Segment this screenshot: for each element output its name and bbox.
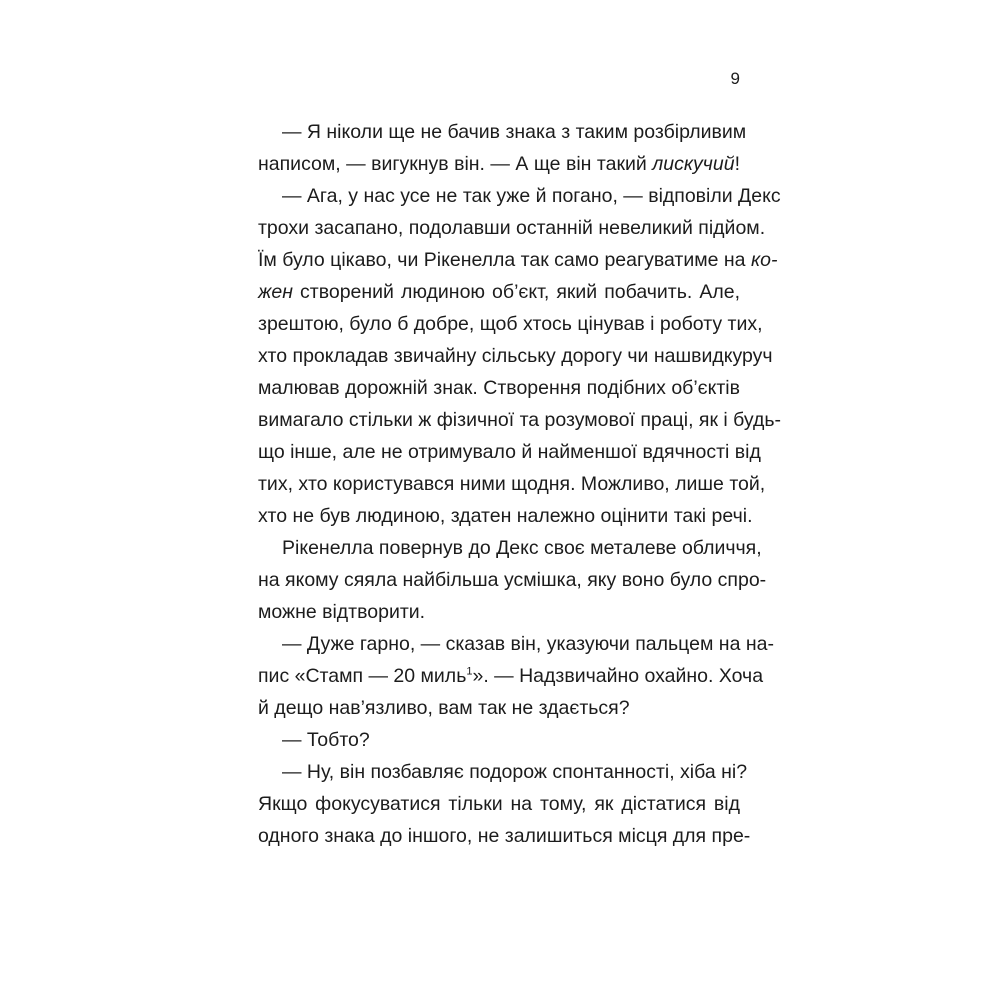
text-span: хто не був людиною, здатен належно оцінити такі речі. xyxy=(258,505,753,527)
text-span: на якому сяяла найбільша усмішка, яку воно було спро- xyxy=(258,569,767,591)
text-span: малював дорожній знак. Створення подібних об’єктів xyxy=(258,377,740,399)
text-span: — Ага, у нас усе не так уже й погано, — відповіли Декс xyxy=(282,185,781,207)
text-line xyxy=(258,308,763,340)
text-span: Якщо фокусуватися тільки на тому, як дістатися від xyxy=(258,793,740,815)
text-span: зрештою, було б добре, щоб хтось цінував і роботу тих, xyxy=(258,313,763,335)
text-line xyxy=(258,468,766,500)
text-line xyxy=(258,500,753,532)
text-span: — Я ніколи ще не бачив знака з таким розбірливим xyxy=(282,121,747,143)
footnote-reference: 1 xyxy=(466,665,473,678)
text-line xyxy=(282,116,747,148)
text-span: створений людиною об’єкт, який побачить. Але, xyxy=(293,281,740,303)
text-line xyxy=(282,180,781,212)
text-line xyxy=(258,788,740,820)
text-span: трохи засапано, подолавши останній невеликий підйом. xyxy=(258,217,766,239)
italic-emphasis: жен xyxy=(258,281,293,303)
text-span: ». — Надзвичайно охайно. Хоча xyxy=(472,665,764,687)
text-line xyxy=(258,564,767,596)
text-line xyxy=(258,212,766,244)
text-span: Їм було цікаво, чи Рікенелла так само реагуватиме на xyxy=(258,249,751,271)
text-line xyxy=(258,244,778,276)
text-line xyxy=(258,596,740,628)
text-line xyxy=(258,820,751,852)
text-span: ! xyxy=(734,153,740,175)
text-span: Рікенелла повернув до Декс своє металеве обличчя, xyxy=(282,537,762,559)
text-line xyxy=(282,724,740,756)
text-span: пис «Стамп — 20 миль xyxy=(258,665,467,687)
text-span: написом, — вигукнув він. — А ще він такий xyxy=(258,153,653,175)
text-line xyxy=(258,276,740,308)
text-span: — Ну, він позбавляє подорож спонтанності, хіба ні? xyxy=(282,761,748,783)
text-line xyxy=(258,404,782,436)
text-span: — Тобто? xyxy=(282,729,370,751)
text-line xyxy=(258,148,740,180)
text-line xyxy=(258,372,740,404)
text-span: хто прокладав звичайну сільську дорогу чи нашвидкуруч xyxy=(258,345,773,367)
text-line xyxy=(258,436,761,468)
text-line xyxy=(258,660,764,692)
text-span: — Дуже гарно, — сказав він, указуючи пальцем на на- xyxy=(282,633,774,655)
text-line xyxy=(258,340,773,372)
text-line xyxy=(258,692,740,724)
page-number: 9 xyxy=(730,69,740,88)
text-span: тих, хто користувався ними щодня. Можливо, лише той, xyxy=(258,473,766,495)
text-span: одного знака до іншого, не залишиться місця для пре- xyxy=(258,825,751,847)
text-span: можне відтворити. xyxy=(258,601,426,623)
text-span: вимагало стільки ж фізичної та розумової праці, як і будь- xyxy=(258,409,782,431)
text-span: що інше, але не отримувало й найменшої вдячності від xyxy=(258,441,761,463)
text-line xyxy=(282,532,762,564)
text-line xyxy=(282,628,774,660)
text-span: й дещо нав’язливо, вам так не здається? xyxy=(258,697,630,719)
italic-emphasis: ко- xyxy=(750,249,778,271)
text-line xyxy=(282,756,748,788)
italic-emphasis: лискучий xyxy=(652,153,735,175)
